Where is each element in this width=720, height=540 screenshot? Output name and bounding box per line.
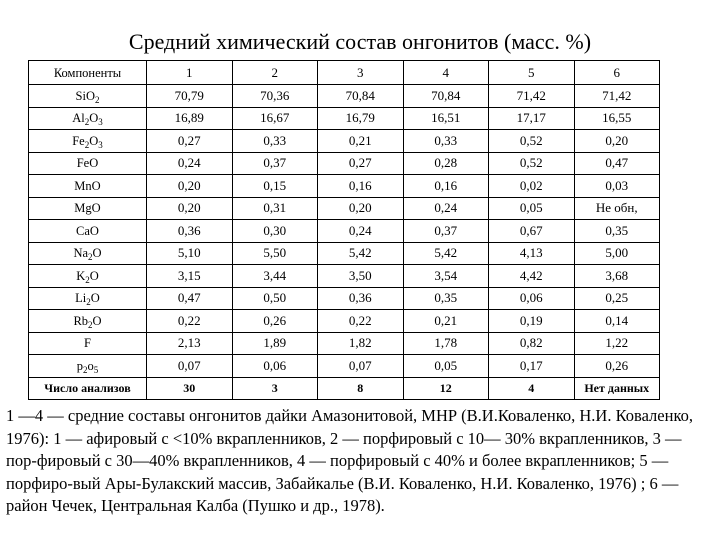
- value-cell: 0,35: [574, 220, 660, 243]
- table-row: [29, 287, 660, 310]
- value-cell: 16,79: [318, 107, 404, 130]
- value-cell: 0,52: [489, 130, 575, 153]
- value-cell: 0,26: [232, 310, 318, 333]
- table-row: [29, 85, 660, 108]
- value-cell: 0,35: [403, 287, 489, 310]
- component-cell: [29, 355, 147, 378]
- component-cell: [29, 130, 147, 153]
- component-name-tail: O: [92, 313, 102, 328]
- value-cell: 0,36: [147, 220, 233, 243]
- value-cell: 0,17: [489, 355, 575, 378]
- analyses-count-cell: Нет данных: [574, 377, 660, 400]
- component-cell: [29, 287, 147, 310]
- value-cell: 70,84: [403, 85, 489, 108]
- component-name: MnO: [74, 178, 101, 193]
- value-cell: 0,25: [574, 287, 660, 310]
- table-row: [29, 197, 660, 220]
- table-row-analyses-count: [29, 377, 660, 400]
- component-name: MgO: [74, 201, 101, 216]
- value-cell: 0,52: [489, 152, 575, 175]
- component-name: Na: [73, 246, 89, 261]
- value-cell: 0,24: [403, 197, 489, 220]
- component-name: F: [84, 336, 91, 351]
- value-cell: 0,36: [318, 287, 404, 310]
- component-cell: [29, 242, 147, 265]
- value-cell: 0,03: [574, 175, 660, 198]
- value-cell: 0,06: [489, 287, 575, 310]
- value-cell: 3,44: [232, 265, 318, 288]
- header-cell: 5: [489, 61, 575, 85]
- component-subscript: 2: [84, 139, 90, 150]
- component-cell: [29, 85, 147, 108]
- component-subscript: 2: [86, 297, 91, 308]
- value-cell: 0,82: [489, 332, 575, 355]
- table-row: [29, 175, 660, 198]
- value-cell: 0,22: [147, 310, 233, 333]
- value-cell: 0,19: [489, 310, 575, 333]
- value-cell: 70,79: [147, 85, 233, 108]
- value-cell: 5,10: [147, 242, 233, 265]
- table-row: [29, 152, 660, 175]
- value-cell: 0,22: [318, 310, 404, 333]
- component-subscript: 2: [85, 274, 90, 285]
- component-subscript: 5: [93, 364, 99, 375]
- value-cell: 0,20: [147, 175, 233, 198]
- value-cell: 71,42: [489, 85, 575, 108]
- value-cell: 0,16: [403, 175, 489, 198]
- value-cell: 1,89: [232, 332, 318, 355]
- value-cell: 16,67: [232, 107, 318, 130]
- value-cell: 5,42: [318, 242, 404, 265]
- header-cell: 2: [232, 61, 318, 85]
- value-cell: 3,50: [318, 265, 404, 288]
- value-cell: 0,05: [403, 355, 489, 378]
- table-body: [29, 85, 660, 400]
- value-cell: 0,21: [403, 310, 489, 333]
- value-cell: 1,22: [574, 332, 660, 355]
- value-cell: 0,26: [574, 355, 660, 378]
- table-row: [29, 107, 660, 130]
- value-cell: 5,00: [574, 242, 660, 265]
- value-cell: 17,17: [489, 107, 575, 130]
- value-cell: 0,14: [574, 310, 660, 333]
- table-row: [29, 332, 660, 355]
- component-subscript: 2: [83, 364, 88, 375]
- header-cell: 4: [403, 61, 489, 85]
- table-row: [29, 130, 660, 153]
- value-cell: 0,50: [232, 287, 318, 310]
- value-cell: 0,07: [318, 355, 404, 378]
- value-cell: 0,24: [147, 152, 233, 175]
- header-cell: Компоненты: [29, 61, 147, 85]
- component-name-tail: O: [89, 133, 99, 148]
- value-cell: 0,05: [489, 197, 575, 220]
- value-cell: 3,54: [403, 265, 489, 288]
- value-cell: 0,20: [574, 130, 660, 153]
- value-cell: Не обн,: [574, 197, 660, 220]
- analyses-count-cell: 3: [232, 377, 318, 400]
- value-cell: 0,15: [232, 175, 318, 198]
- component-name: SiO: [75, 88, 95, 103]
- value-cell: 16,89: [147, 107, 233, 130]
- component-cell: [29, 107, 147, 130]
- value-cell: 4,42: [489, 265, 575, 288]
- value-cell: 4,13: [489, 242, 575, 265]
- value-cell: 0,47: [147, 287, 233, 310]
- analyses-count-cell: 8: [318, 377, 404, 400]
- value-cell: 1,82: [318, 332, 404, 355]
- value-cell: 70,36: [232, 85, 318, 108]
- component-name-tail: O: [92, 246, 102, 261]
- component-name: p: [76, 358, 83, 373]
- component-name: FeO: [76, 156, 99, 171]
- value-cell: 0,02: [489, 175, 575, 198]
- component-name: CaO: [76, 223, 99, 238]
- value-cell: 0,07: [147, 355, 233, 378]
- value-cell: 0,37: [403, 220, 489, 243]
- value-cell: 0,31: [232, 197, 318, 220]
- value-cell: 16,51: [403, 107, 489, 130]
- value-cell: 3,15: [147, 265, 233, 288]
- component-subscript: 3: [98, 139, 103, 150]
- value-cell: 70,84: [318, 85, 404, 108]
- component-name-tail: O: [89, 111, 99, 126]
- page-title: Средний химический состав онгонитов (масс. %): [128, 29, 592, 54]
- component-cell: [29, 175, 147, 198]
- value-cell: 0,30: [232, 220, 318, 243]
- value-cell: 5,42: [403, 242, 489, 265]
- analyses-count-label: Число анализов: [29, 377, 147, 400]
- value-cell: 5,50: [232, 242, 318, 265]
- component-name: K: [76, 268, 86, 283]
- value-cell: 0,37: [232, 152, 318, 175]
- value-cell: 0,16: [318, 175, 404, 198]
- value-cell: 0,24: [318, 220, 404, 243]
- value-cell: 0,20: [318, 197, 404, 220]
- analyses-count-cell: 12: [403, 377, 489, 400]
- component-cell: [29, 152, 147, 175]
- value-cell: 0,27: [147, 130, 233, 153]
- value-cell: 0,20: [147, 197, 233, 220]
- value-cell: 0,67: [489, 220, 575, 243]
- component-name: Fe: [72, 133, 85, 148]
- table-row: [29, 242, 660, 265]
- component-subscript: 2: [88, 319, 93, 330]
- value-cell: 1,78: [403, 332, 489, 355]
- component-cell: [29, 265, 147, 288]
- value-cell: 16,55: [574, 107, 660, 130]
- value-cell: 0,28: [403, 152, 489, 175]
- value-cell: 0,27: [318, 152, 404, 175]
- header-cell: 1: [147, 61, 233, 85]
- value-cell: 0,06: [232, 355, 318, 378]
- value-cell: 0,21: [318, 130, 404, 153]
- component-cell: [29, 310, 147, 333]
- table-header-row: [29, 61, 660, 85]
- component-name-tail: o: [87, 358, 94, 373]
- component-subscript: 2: [94, 94, 100, 105]
- component-name: Li: [75, 291, 87, 306]
- component-cell: [29, 220, 147, 243]
- component-name-tail: O: [89, 268, 99, 283]
- table-row: [29, 265, 660, 288]
- value-cell: 0,33: [232, 130, 318, 153]
- footnote: 1 —4 — средние составы онгонитов дайки Амазонитовой, МНР (В.И.Коваленко, Н.И. Коваленко, 1976): 1 — афировый с <10% вкрапленников, 2 — порфировый с 10— 30% вкрапленников, 3 — пор-фировый с 30—40% вкрапленников, 4 — порфировый с 40% и более вкрапленников; 5 — порфиро-вый Ары-Булакский массив, Забайкалье (В.И. Коваленко, Н.И. Коваленко, 1976) ; 6 — район Чечек, Центральная Калба (Пушко и др., 1978).: [6, 406, 693, 515]
- component-name: Rb: [73, 313, 89, 328]
- value-cell: 3,68: [574, 265, 660, 288]
- value-cell: 2,13: [147, 332, 233, 355]
- component-subscript: 2: [88, 252, 93, 263]
- analyses-count-cell: 30: [147, 377, 233, 400]
- table-row: [29, 310, 660, 333]
- component-cell: [29, 197, 147, 220]
- value-cell: 0,47: [574, 152, 660, 175]
- table-row: [29, 355, 660, 378]
- table-row: [29, 220, 660, 243]
- header-cell: 6: [574, 61, 660, 85]
- component-subscript: 3: [98, 117, 103, 128]
- value-cell: 0,33: [403, 130, 489, 153]
- component-name-tail: O: [90, 291, 100, 306]
- header-cell: 3: [318, 61, 404, 85]
- value-cell: 71,42: [574, 85, 660, 108]
- analyses-count-cell: 4: [489, 377, 575, 400]
- composition-table: [28, 60, 660, 400]
- component-name: Al: [72, 111, 85, 126]
- component-cell: [29, 332, 147, 355]
- component-subscript: 2: [84, 117, 90, 128]
